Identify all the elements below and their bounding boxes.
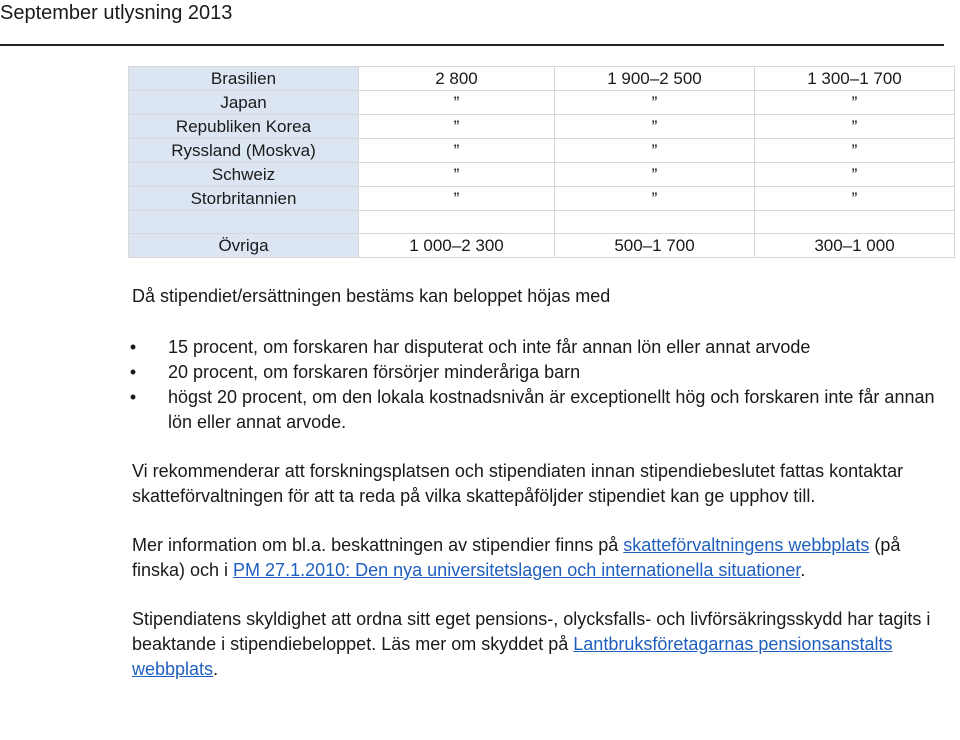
rate-cell-1: ” bbox=[359, 115, 555, 139]
table-row bbox=[129, 67, 955, 91]
country-cell: Brasilien bbox=[129, 67, 359, 91]
rate-cell-2 bbox=[555, 211, 755, 234]
country-cell: Ryssland (Moskva) bbox=[129, 139, 359, 163]
list-item: • 15 procent, om forskaren har disputerat och inte får annan lön eller annat arvode bbox=[0, 335, 954, 360]
list-item: • 20 procent, om forskaren försörjer minderåriga barn bbox=[0, 360, 954, 385]
rate-cell-2: ” bbox=[555, 163, 755, 187]
insurance-paragraph: Stipendiatens skyldighet att ordna sitt eget pensions-, olycksfalls- och livförsäkringsskydd har tagits i beaktande i stipendiebeloppet. Läs mer om skyddet på Lantbruksföretagarnas pensionsanstalts webbplats. bbox=[132, 609, 931, 679]
header-divider bbox=[0, 44, 944, 46]
bullet-icon: • bbox=[129, 387, 137, 407]
table-row bbox=[129, 91, 955, 115]
bullet-icon: • bbox=[129, 337, 137, 357]
country-cell: Schweiz bbox=[129, 163, 359, 187]
main-content bbox=[129, 284, 954, 682]
rate-cell-3: ” bbox=[755, 163, 955, 187]
more-info-paragraph: Mer information om bl.a. beskattningen av stipendier finns på skatteförvaltningens webbplats (på finska) och i PM 27.1.2010: Den nya universitetslagen och internationella situationer. bbox=[132, 535, 901, 580]
rate-cell-1: ” bbox=[359, 91, 555, 115]
country-cell: Republiken Korea bbox=[129, 115, 359, 139]
rate-cell-3: 1 300–1 700 bbox=[755, 67, 955, 91]
rate-cell-3: ” bbox=[755, 115, 955, 139]
rate-cell-3 bbox=[755, 211, 955, 234]
table-row bbox=[129, 139, 955, 163]
rate-cell-1 bbox=[359, 211, 555, 234]
intro-text: Då stipendiet/ersättningen bestäms kan beloppet höjas med bbox=[132, 286, 611, 306]
rate-cell-3: ” bbox=[755, 187, 955, 211]
rate-cell-1: 1 000–2 300 bbox=[359, 234, 555, 258]
rate-cell-2: ” bbox=[555, 91, 755, 115]
rate-cell-1: 2 800 bbox=[359, 67, 555, 91]
university-law-memo-link[interactable]: PM 27.1.2010: Den nya universitetslagen och internationella situationer bbox=[233, 560, 801, 580]
country-cell: Japan bbox=[129, 91, 359, 115]
table-row bbox=[129, 163, 955, 187]
pension-institution-link[interactable]: Lantbruksföretagarnas pensionsanstalts webbplats bbox=[132, 634, 893, 679]
rate-cell-3: 300–1 000 bbox=[755, 234, 955, 258]
stipend-rates-table bbox=[128, 66, 955, 258]
rate-cell-1: ” bbox=[359, 139, 555, 163]
bullet-icon: • bbox=[129, 362, 137, 382]
rate-cell-2: 500–1 700 bbox=[555, 234, 755, 258]
country-cell bbox=[129, 211, 359, 234]
rate-cell-3: ” bbox=[755, 91, 955, 115]
table-row bbox=[129, 211, 955, 234]
rate-cell-3: ” bbox=[755, 139, 955, 163]
list-item: • högst 20 procent, om den lokala kostnadsnivån är exceptionellt hög och forskaren inte får annan lön eller annat arvode. bbox=[129, 387, 935, 432]
rate-cell-1: ” bbox=[359, 163, 555, 187]
rate-cell-2: ” bbox=[555, 115, 755, 139]
table-row bbox=[129, 187, 955, 211]
rate-cell-2: ” bbox=[555, 139, 755, 163]
rate-cell-2: 1 900–2 500 bbox=[555, 67, 755, 91]
tax-recommendation-paragraph: Vi rekommenderar att forskningsplatsen och stipendiaten innan stipendiebeslutet fattas kontaktar skatteförvaltningen för att ta reda på vilka skattepåföljder stipendiet kan ge upphov till. bbox=[132, 461, 904, 506]
increase-list bbox=[129, 335, 954, 435]
country-cell: Övriga bbox=[129, 234, 359, 258]
table-row bbox=[129, 234, 955, 258]
country-cell: Storbritannien bbox=[129, 187, 359, 211]
tax-authority-link[interactable]: skatteförvaltningens webbplats bbox=[623, 535, 870, 555]
table-row bbox=[129, 115, 955, 139]
page-title: September utlysning 2013 bbox=[0, 2, 233, 24]
rate-cell-2: ” bbox=[555, 187, 755, 211]
rate-cell-1: ” bbox=[359, 187, 555, 211]
